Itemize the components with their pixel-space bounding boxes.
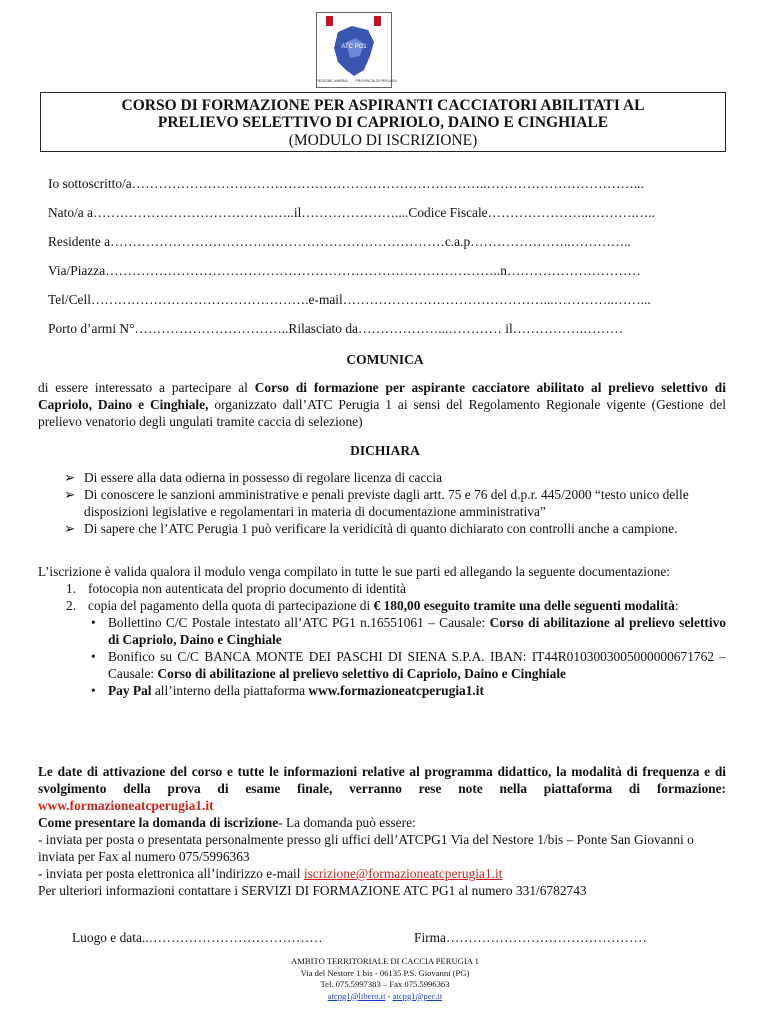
footer-phone: Tel. 075.5997383 – Fax 075.5996363 (320, 979, 450, 989)
contact-field[interactable]: Tel/Cell………………………………………….e-mail………………………………………...…………..……... (48, 292, 651, 307)
arrow-bullet-icon: ➢ (64, 521, 76, 536)
form-subtitle: (MODULO DI ISCRIZIONE) (288, 132, 478, 149)
apply-by-post: - inviata per posta o presentata personalmente presso gli uffici dell’ATCPG1 Via del Nestore 1/bis – Ponte San Giovanni o inviata per Fax al numero 075/5996363 (38, 832, 694, 864)
atc-logo-graphic (316, 12, 397, 88)
payment-option-bank: • Bonifico su C/C BANCA MONTE DEI PASCHI DI SIENA S.P.A. IBAN: IT44R0103003005000000671762 – Causale: Corso di abilitazione al prelievo selettivo di Capriolo, Daino e Cinghiale (91, 649, 726, 681)
bullet-dot-icon: • (91, 615, 96, 630)
registration-fields (48, 176, 732, 350)
title-line-1: CORSO DI FORMAZIONE PER ASPIRANTI CACCIATORI ABILITATI AL (121, 97, 645, 114)
footer-org: AMBITO TERRITORIALE DI CACCIA PERUGIA 1 (291, 956, 479, 966)
bullet-dot-icon: • (91, 649, 96, 664)
list-item: ➢ Di sapere che l’ATC Perugia 1 può verificare la veridicità di quanto dichiarato con controlli anche a campione. (64, 521, 678, 536)
atc-logo (316, 12, 397, 88)
contact-line: Per ulteriori informazioni contattare i SERVIZI DI FORMAZIONE ATC PG1 al numero 331/6782743 (38, 883, 587, 898)
comunica-text-pre: di essere interessato a partecipare al (38, 380, 255, 395)
arrow-bullet-icon: ➢ (64, 487, 76, 502)
title-line-2: PRELIEVO SELETTIVO DI CAPRIOLO, DAINO E CINGHIALE (157, 114, 609, 131)
payment-option-postal: • Bollettino C/C Postale intestato all’ATC PG1 n.16551061 – Causale: Corso di abilitazione al prelievo selettivo di Capriolo, Daino e Cinghiale (91, 615, 726, 647)
region-crest-icon (326, 16, 333, 26)
iscrizione-section (38, 563, 726, 699)
province-crest-icon (374, 16, 381, 26)
dichiara-heading: DICHIARA (350, 443, 420, 458)
footer-address: Via del Nestore 1 bis - 06135 P.S. Giovanni (PG) (300, 967, 470, 978)
footer (0, 956, 770, 1002)
license-field[interactable]: Porto d’armi N°……………………………..Rilasciato da………………...………… il…………….……… (48, 321, 624, 336)
comunica-text-post: organizzato dall’ATC Perugia 1 ai sensi del Regolamento Regionale vigente (Gestione del prelievo venatorio degli ungulati tramite caccia di selezione) (38, 397, 726, 429)
birth-field[interactable]: Nato/a a…………………………………..…..il…………………....Codice Fiscale…………………...……….….. (48, 205, 655, 220)
iscrizione-intro: L’iscrizione è valida qualora il modulo venga compilato in tutte le sue parti ed allegando la seguente documentazione: (38, 564, 671, 579)
logo-left-caption: REGIONE UMBRIA (316, 79, 348, 83)
residence-field[interactable]: Residente a…………………………………………………………………c.a.p…………………..………….. (48, 234, 631, 249)
footer-emails: atcpg1@libero.it - atcpg1@pec.it (327, 990, 443, 1001)
list-item: ➢ Di essere alla data odierna in possesso di regolare licenza di caccia (64, 470, 443, 485)
comunica-paragraph (38, 379, 726, 430)
logo-right-caption: PROVINCIA DI PERUGIA (355, 79, 397, 83)
name-field[interactable]: Io sottoscritto/a……………………………………………………………………..……………………………... (48, 176, 644, 191)
payment-option-paypal: • Pay Pal all’interno della piattaforma www.formazioneatcperugia1.it (91, 683, 484, 698)
list-item: ➢ Di conoscere le sanzioni amministrative e penali previste dagli artt. 75 e 76 del d.p.r. 445/2000 “testo unico delle disposizioni legislative e regolamentari in materia di documentazione amministrativa” (64, 487, 689, 519)
signature-field[interactable]: Firma……………………………………… (414, 930, 647, 945)
list-item: 1. fotocopia non autenticata del proprio documento di identità (66, 581, 406, 596)
bullet-dot-icon: • (91, 683, 96, 698)
arrow-bullet-icon: ➢ (64, 470, 76, 485)
dichiara-list (38, 469, 726, 537)
title-box (40, 92, 726, 152)
how-to-apply: Come presentare la domanda di iscrizione- La domanda può essere: (38, 815, 416, 830)
address-field[interactable]: Via/Piazza……………………………………………………………………………..n………………………… (48, 263, 641, 278)
info-paragraph: Le date di attivazione del corso e tutte le informazioni relative al programma didattico, la modalità di frequenza e di svolgimento della prova di esame finale, verranno rese note nella piattaforma di formazione: www.formazioneatcperugia1.it (38, 764, 726, 813)
comunica-course-name: Corso di formazione per aspirante cacciatore abilitato al prelievo selettivo di Capriolo, Daino e Cinghiale, (38, 380, 726, 412)
place-date-field[interactable]: Luogo e data..………………………………… (72, 930, 323, 945)
info-section (38, 763, 726, 899)
footer-email-2[interactable]: atcpg1@pec.it (392, 990, 443, 1001)
apply-by-email: - inviata per posta elettronica all’indirizzo e-mail iscrizione@formazioneatcperugia1.it (38, 866, 503, 881)
list-item: 2. copia del pagamento della quota di partecipazione di € 180,00 eseguito tramite una delle seguenti modalità: • Bollettino C/C Postale intestato all’ATC PG1 n.16551061 – Causale: Corso di abilitazione al prelievo selettivo di Capriolo, Daino e Cinghiale • Bonifico su C/C BANCA MONTE DEI PASCHI DI SIENA S.P.A. IBAN: IT44R0103003005000000671762 – Causale: Corso di abilitazione al prelievo selettivo di Capriolo, Daino e Cinghiale • Pay Pal all’interno della piattaforma www.formazioneatcperugia1.it (66, 598, 726, 698)
comunica-heading: COMUNICA (346, 352, 424, 367)
platform-link[interactable]: www.formazioneatcperugia1.it (38, 798, 214, 813)
footer-email-1[interactable]: atcpg1@libero.it (327, 990, 386, 1001)
email-link[interactable]: iscrizione@formazioneatcperugia1.it (303, 866, 503, 881)
logo-title: ATC PG1 (341, 44, 367, 50)
